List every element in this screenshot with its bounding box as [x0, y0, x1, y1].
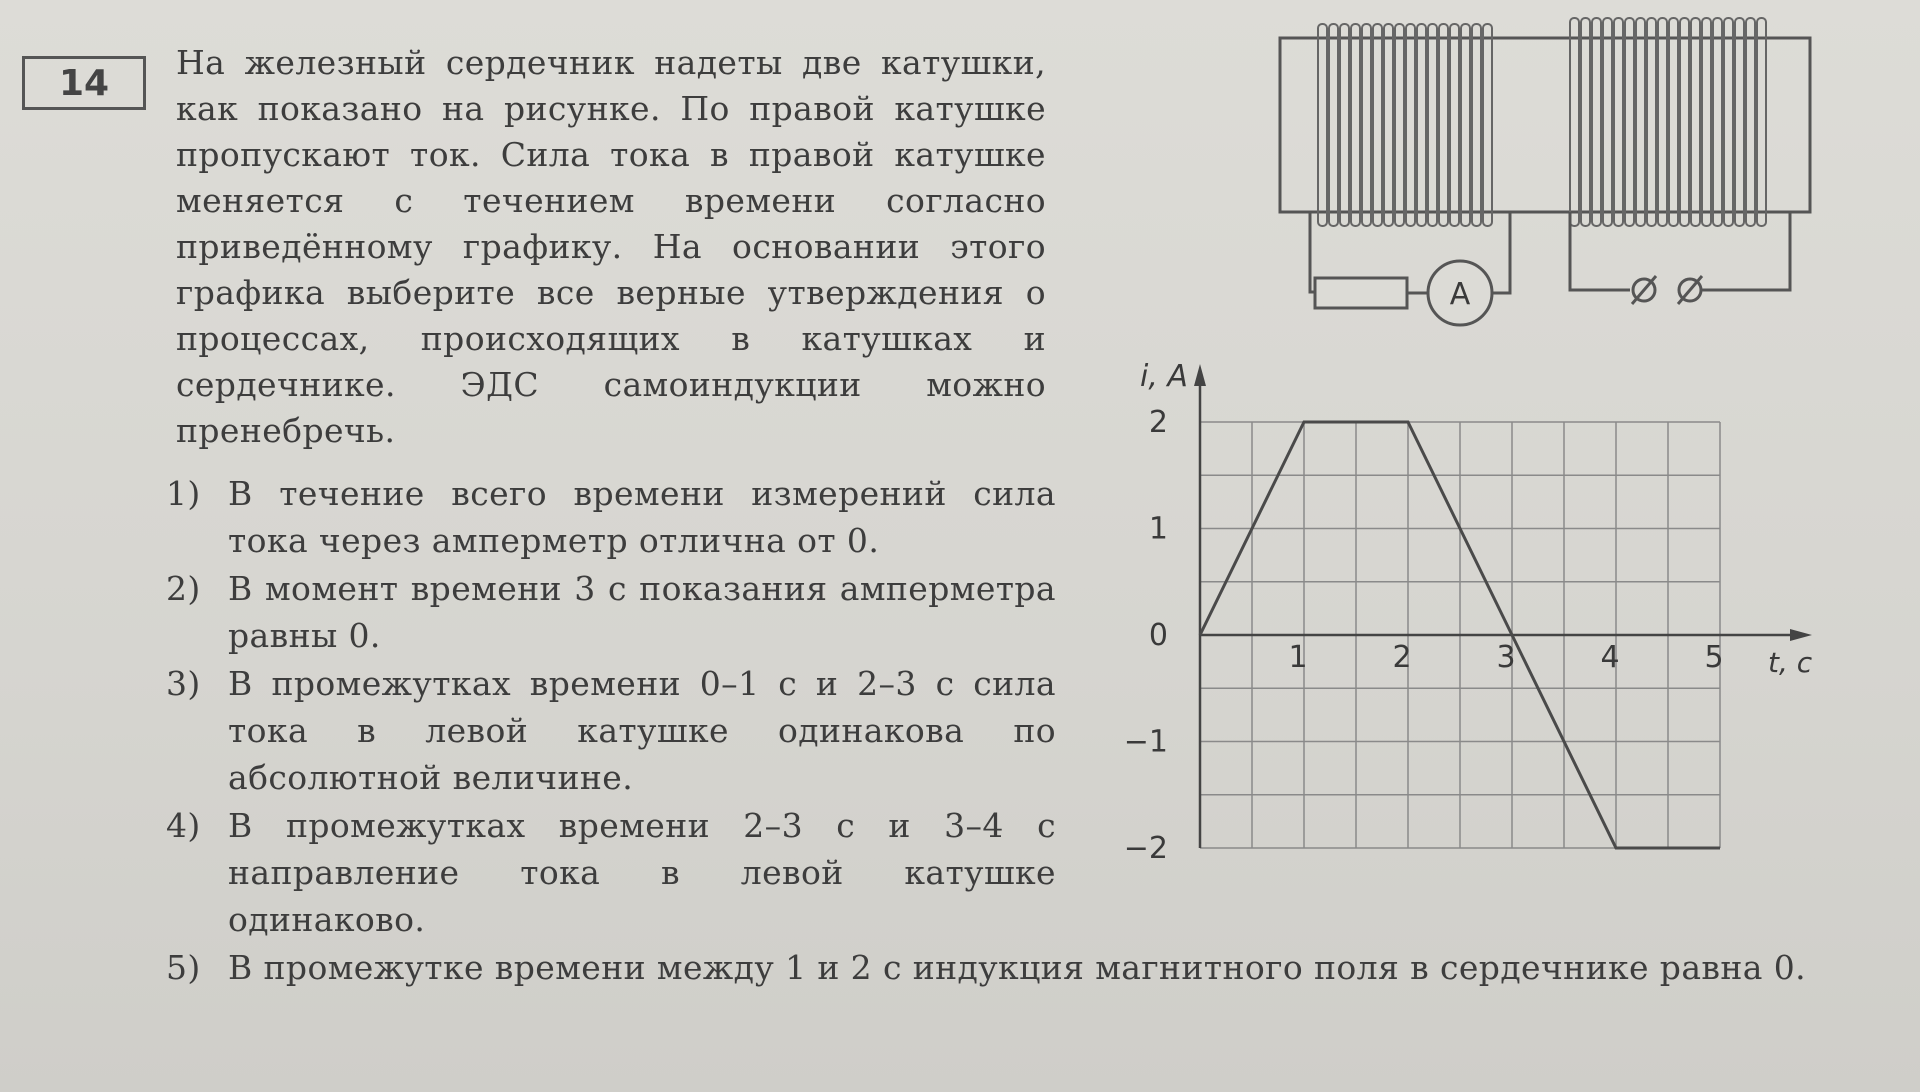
- option-text: В течение всего времени измерений сила тока через амперметр отлична от 0.: [228, 474, 1056, 560]
- coil-turn: [1724, 18, 1733, 226]
- coil-turn: [1658, 18, 1667, 226]
- coil-turn: [1603, 18, 1612, 226]
- option-4[interactable]: [166, 802, 1056, 943]
- coil-turn: [1406, 24, 1415, 226]
- task-number-box: [22, 56, 146, 110]
- y-tick-label: −2: [1123, 831, 1168, 866]
- option-text: В промежутках времени 0–1 с и 2–3 с сила тока в левой катушке одинакова по абсолютной величине.: [228, 664, 1056, 797]
- y-tick-label: 0: [1148, 618, 1168, 653]
- coil-turn: [1669, 18, 1678, 226]
- coil-turn: [1450, 24, 1459, 226]
- coil-turn: [1362, 24, 1371, 226]
- right-coil: [1570, 18, 1766, 226]
- coil-turn: [1592, 18, 1601, 226]
- coil-turn: [1472, 24, 1481, 226]
- coil-turn: [1680, 18, 1689, 226]
- coil-turn: [1581, 18, 1590, 226]
- coil-turn: [1461, 24, 1470, 226]
- option-number: 5): [166, 948, 201, 987]
- option-number: 4): [166, 806, 201, 845]
- coil-turn: [1691, 18, 1700, 226]
- question-text: На железный сердечник надеты две катушки, как показано на рисунке. По правой катушке пропускают ток. Сила тока в правой катушке меняется с течением времени согласно приведённому графику. На основании этого графика выберите все верные утверждения о процессах, происходящих в катушках и сердечнике. ЭДС самоиндукции можно пренебречь.: [176, 43, 1046, 450]
- coil-turn: [1428, 24, 1437, 226]
- option-2[interactable]: [166, 565, 1056, 659]
- option-number: 2): [166, 569, 201, 608]
- task-number: 14: [58, 62, 110, 104]
- resistor: [1315, 278, 1407, 308]
- coil-turn: [1340, 24, 1349, 226]
- y-axis-arrow-icon: [1194, 364, 1206, 386]
- coil-turn: [1483, 24, 1492, 226]
- x-axis-arrow-icon: [1790, 629, 1812, 641]
- y-tick-label: −1: [1123, 724, 1168, 760]
- x-tick-label: 5: [1704, 640, 1724, 675]
- y-tick-label: 1: [1148, 511, 1168, 547]
- left-circuit-wire: [1492, 212, 1510, 293]
- coil-turn: [1570, 18, 1579, 226]
- coil-turn: [1373, 24, 1382, 226]
- option-text: В промежутках времени 2–3 с и 3–4 с направление тока в левой катушке одинаково.: [228, 806, 1056, 939]
- coil-turn: [1417, 24, 1426, 226]
- coil-turn: [1757, 18, 1766, 226]
- coil-turn: [1318, 24, 1327, 226]
- coils-circuit-diagram: [1270, 10, 1830, 340]
- option-number: 3): [166, 664, 201, 703]
- x-tick-label: 3: [1496, 640, 1516, 675]
- option-1[interactable]: [166, 470, 1056, 564]
- coil-turn: [1636, 18, 1645, 226]
- terminal-icon: [1678, 276, 1702, 304]
- coil-turn: [1614, 18, 1623, 226]
- terminal-icon: [1632, 276, 1656, 304]
- coil-turn: [1351, 24, 1360, 226]
- coil-turn: [1395, 24, 1404, 226]
- option-text: В промежутке времени между 1 и 2 с индукция магнитного поля в сердечнике равна 0.: [228, 948, 1807, 987]
- coil-turn: [1735, 18, 1744, 226]
- option-text: В момент времени 3 с показания амперметра равны 0.: [228, 569, 1056, 655]
- ammeter-label: A: [1449, 277, 1471, 312]
- left-coil: [1318, 24, 1492, 226]
- coil-turn: [1384, 24, 1393, 226]
- coil-turn: [1702, 18, 1711, 226]
- option-number: 1): [166, 474, 201, 513]
- coil-turn: [1329, 24, 1338, 226]
- coil-turn: [1647, 18, 1656, 226]
- y-axis-label: i, A: [1140, 359, 1188, 394]
- coil-turn: [1625, 18, 1634, 226]
- current-time-chart: [1100, 350, 1840, 870]
- option-5[interactable]: [166, 944, 1866, 991]
- option-3[interactable]: [166, 660, 1056, 801]
- x-tick-label: 2: [1392, 640, 1412, 675]
- coil-turn: [1713, 18, 1722, 226]
- y-tick-label: 2: [1148, 405, 1168, 440]
- coil-turn: [1746, 18, 1755, 226]
- coil-turn: [1439, 24, 1448, 226]
- x-tick-label: 1: [1288, 640, 1308, 675]
- x-axis-label: t, c: [1768, 646, 1813, 679]
- x-tick-label: 4: [1600, 640, 1620, 675]
